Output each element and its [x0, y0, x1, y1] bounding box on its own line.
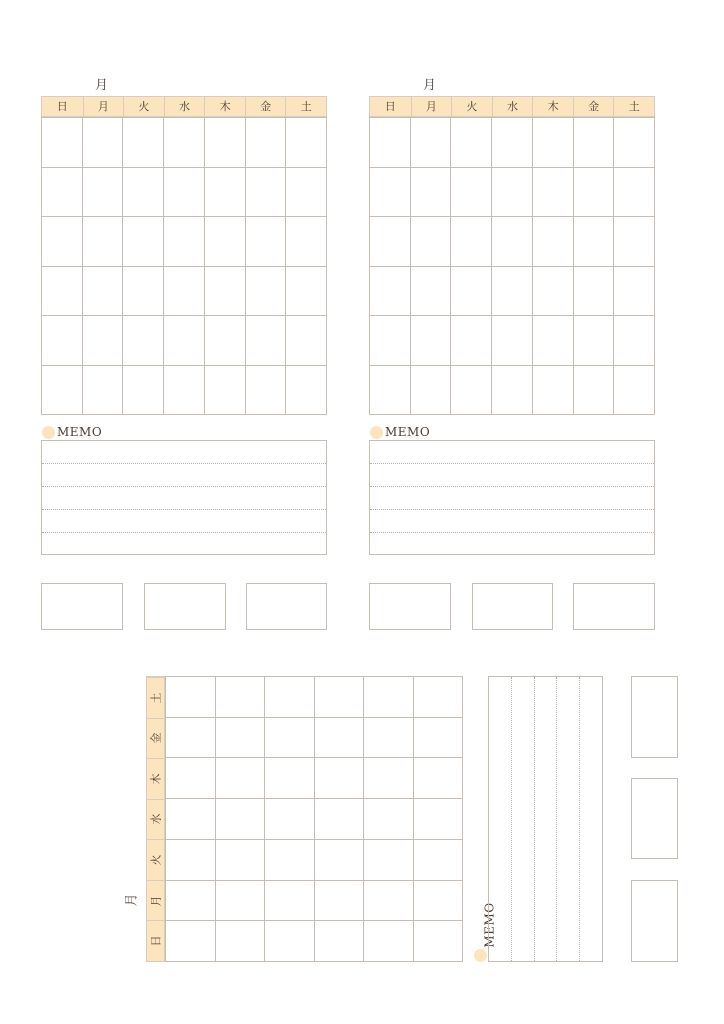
day-cell[interactable] [123, 366, 164, 416]
day-cell[interactable] [246, 118, 287, 168]
day-cell[interactable] [216, 758, 266, 799]
day-cell[interactable] [492, 217, 533, 267]
day-cell[interactable] [614, 168, 655, 218]
day-cell[interactable] [370, 217, 411, 267]
day-cell[interactable] [533, 217, 574, 267]
weekday-fri: 金 [245, 97, 286, 116]
day-cell[interactable] [533, 118, 574, 168]
note-box[interactable] [631, 676, 678, 758]
day-cell[interactable] [216, 921, 266, 962]
note-box[interactable] [41, 583, 123, 630]
weekday-thu: 木 [204, 97, 245, 116]
day-cell[interactable] [364, 921, 414, 962]
day-cell[interactable] [414, 921, 464, 962]
day-cell[interactable] [411, 366, 452, 416]
day-cell[interactable] [83, 118, 124, 168]
day-cell[interactable] [370, 118, 411, 168]
day-cell[interactable] [315, 799, 365, 840]
memo-heading-right [370, 425, 430, 439]
day-cell[interactable] [205, 267, 246, 317]
day-cell[interactable] [364, 881, 414, 922]
day-cell[interactable] [205, 168, 246, 218]
day-cell[interactable] [370, 168, 411, 218]
day-cell[interactable] [364, 677, 414, 718]
day-cell[interactable] [42, 118, 83, 168]
day-cell[interactable] [123, 316, 164, 366]
day-cell[interactable] [286, 316, 327, 366]
day-cell[interactable] [83, 316, 124, 366]
day-cell[interactable] [123, 217, 164, 267]
day-cell[interactable] [364, 718, 414, 759]
day-cell[interactable] [315, 718, 365, 759]
day-cell[interactable] [265, 881, 315, 922]
calendar-grid-right[interactable] [369, 117, 655, 415]
day-cell[interactable] [246, 316, 287, 366]
day-cell[interactable] [411, 316, 452, 366]
weekday-mon: 月 [411, 97, 452, 116]
weekday-header-left [41, 96, 327, 117]
day-cell[interactable] [411, 267, 452, 317]
day-cell[interactable] [370, 316, 411, 366]
day-cell[interactable] [614, 316, 655, 366]
note-box[interactable] [472, 583, 553, 630]
day-cell[interactable] [166, 718, 216, 759]
weekday-tue: 火 [451, 97, 492, 116]
day-cell[interactable] [265, 799, 315, 840]
weekday-wed: 水 [147, 799, 164, 840]
day-cell[interactable] [164, 217, 205, 267]
day-cell[interactable] [166, 799, 216, 840]
memo-box-rotated[interactable] [488, 676, 603, 962]
weekday-mon: 月 [147, 880, 164, 921]
day-cell[interactable] [533, 316, 574, 366]
day-cell[interactable] [246, 217, 287, 267]
day-cell[interactable] [164, 267, 205, 317]
day-cell[interactable] [265, 718, 315, 759]
day-cell[interactable] [166, 921, 216, 962]
dot-icon [370, 426, 383, 439]
note-box[interactable] [246, 583, 327, 630]
day-cell[interactable] [205, 316, 246, 366]
day-cell[interactable] [83, 366, 124, 416]
day-cell[interactable] [574, 217, 615, 267]
weekday-sat: 土 [147, 677, 164, 718]
day-cell[interactable] [315, 840, 365, 881]
day-cell[interactable] [166, 677, 216, 718]
calendar-grid-left[interactable] [41, 117, 327, 415]
weekday-sat: 土 [613, 97, 654, 116]
weekday-sat: 土 [285, 97, 326, 116]
dot-icon [42, 426, 55, 439]
day-cell[interactable] [265, 758, 315, 799]
day-cell[interactable] [164, 366, 205, 416]
weekday-wed: 水 [492, 97, 533, 116]
memo-box-left[interactable] [41, 440, 327, 555]
weekday-sun: 日 [56, 100, 68, 113]
day-cell[interactable] [492, 316, 533, 366]
day-cell[interactable] [370, 366, 411, 416]
day-cell[interactable] [166, 758, 216, 799]
memo-label: MEMO [385, 425, 431, 439]
day-cell[interactable] [411, 217, 452, 267]
day-cell[interactable] [265, 677, 315, 718]
day-cell[interactable] [315, 921, 365, 962]
day-cell[interactable] [614, 217, 655, 267]
day-cell[interactable] [123, 267, 164, 317]
day-cell[interactable] [166, 840, 216, 881]
note-box[interactable] [144, 583, 226, 630]
day-cell[interactable] [414, 840, 464, 881]
month-label-rotated: 月 [124, 893, 140, 907]
weekday-fri: 金 [573, 97, 614, 116]
day-cell[interactable] [451, 316, 492, 366]
day-cell[interactable] [216, 718, 266, 759]
day-cell[interactable] [265, 921, 315, 962]
day-cell[interactable] [574, 267, 615, 317]
weekday-header-right [369, 96, 655, 117]
note-box[interactable] [573, 583, 655, 630]
day-cell[interactable] [614, 118, 655, 168]
weekday-tue: 火 [123, 97, 164, 116]
day-cell[interactable] [414, 881, 464, 922]
day-cell[interactable] [42, 366, 83, 416]
day-cell[interactable] [414, 758, 464, 799]
weekday-sun: 日 [384, 100, 396, 113]
day-cell[interactable] [414, 799, 464, 840]
note-box[interactable] [631, 778, 678, 859]
day-cell[interactable] [414, 677, 464, 718]
day-cell[interactable] [286, 217, 327, 267]
day-cell[interactable] [286, 168, 327, 218]
day-cell[interactable] [42, 217, 83, 267]
dot-icon [474, 949, 487, 962]
weekday-thu: 木 [532, 97, 573, 116]
memo-heading-left [42, 425, 102, 439]
day-cell[interactable] [123, 118, 164, 168]
day-cell[interactable] [246, 366, 287, 416]
memo-label: MEMO [482, 902, 497, 948]
day-cell[interactable] [451, 118, 492, 168]
day-cell[interactable] [411, 118, 452, 168]
day-cell[interactable] [414, 718, 464, 759]
day-cell[interactable] [492, 118, 533, 168]
day-cell[interactable] [492, 267, 533, 317]
day-cell[interactable] [286, 267, 327, 317]
day-cell[interactable] [216, 881, 266, 922]
day-cell[interactable] [83, 267, 124, 317]
day-cell[interactable] [205, 118, 246, 168]
day-cell[interactable] [164, 316, 205, 366]
day-cell[interactable] [533, 366, 574, 416]
day-cell[interactable] [451, 267, 492, 317]
day-cell[interactable] [83, 217, 124, 267]
weekday-header-rotated [146, 676, 165, 962]
day-cell[interactable] [574, 168, 615, 218]
day-cell[interactable] [166, 881, 216, 922]
day-cell[interactable] [364, 799, 414, 840]
day-cell[interactable] [205, 366, 246, 416]
day-cell[interactable] [216, 677, 266, 718]
day-cell[interactable] [411, 168, 452, 218]
day-cell[interactable] [451, 366, 492, 416]
day-cell[interactable] [370, 267, 411, 317]
day-cell[interactable] [364, 840, 414, 881]
day-cell[interactable] [492, 366, 533, 416]
day-cell[interactable] [451, 217, 492, 267]
day-cell[interactable] [315, 758, 365, 799]
day-cell[interactable] [364, 758, 414, 799]
day-cell[interactable] [42, 168, 83, 218]
weekday-wed: 水 [164, 97, 205, 116]
day-cell[interactable] [205, 217, 246, 267]
day-cell[interactable] [574, 118, 615, 168]
note-box[interactable] [369, 583, 451, 630]
day-cell[interactable] [246, 168, 287, 218]
day-cell[interactable] [315, 677, 365, 718]
day-cell[interactable] [123, 168, 164, 218]
day-cell[interactable] [315, 881, 365, 922]
day-cell[interactable] [216, 840, 266, 881]
memo-box-right[interactable] [369, 440, 655, 555]
memo-label: MEMO [57, 425, 103, 439]
note-box[interactable] [631, 880, 678, 962]
day-cell[interactable] [164, 118, 205, 168]
day-cell[interactable] [265, 840, 315, 881]
weekday-fri: 金 [147, 718, 164, 759]
day-cell[interactable] [533, 168, 574, 218]
day-cell[interactable] [451, 168, 492, 218]
month-label-left: 月 [95, 78, 109, 93]
day-cell[interactable] [216, 799, 266, 840]
weekday-tue: 火 [147, 839, 164, 880]
day-cell[interactable] [533, 267, 574, 317]
day-cell[interactable] [574, 316, 615, 366]
weekday-mon: 月 [83, 97, 124, 116]
day-cell[interactable] [42, 267, 83, 317]
day-cell[interactable] [614, 366, 655, 416]
day-cell[interactable] [286, 118, 327, 168]
day-cell[interactable] [83, 168, 124, 218]
day-cell[interactable] [492, 168, 533, 218]
day-cell[interactable] [286, 366, 327, 416]
month-label-right: 月 [423, 78, 437, 93]
day-cell[interactable] [164, 168, 205, 218]
calendar-grid-rotated[interactable] [165, 676, 463, 962]
day-cell[interactable] [574, 366, 615, 416]
day-cell[interactable] [614, 267, 655, 317]
day-cell[interactable] [42, 316, 83, 366]
weekday-thu: 木 [147, 758, 164, 799]
day-cell[interactable] [246, 267, 287, 317]
weekday-sun: 日 [147, 920, 164, 961]
